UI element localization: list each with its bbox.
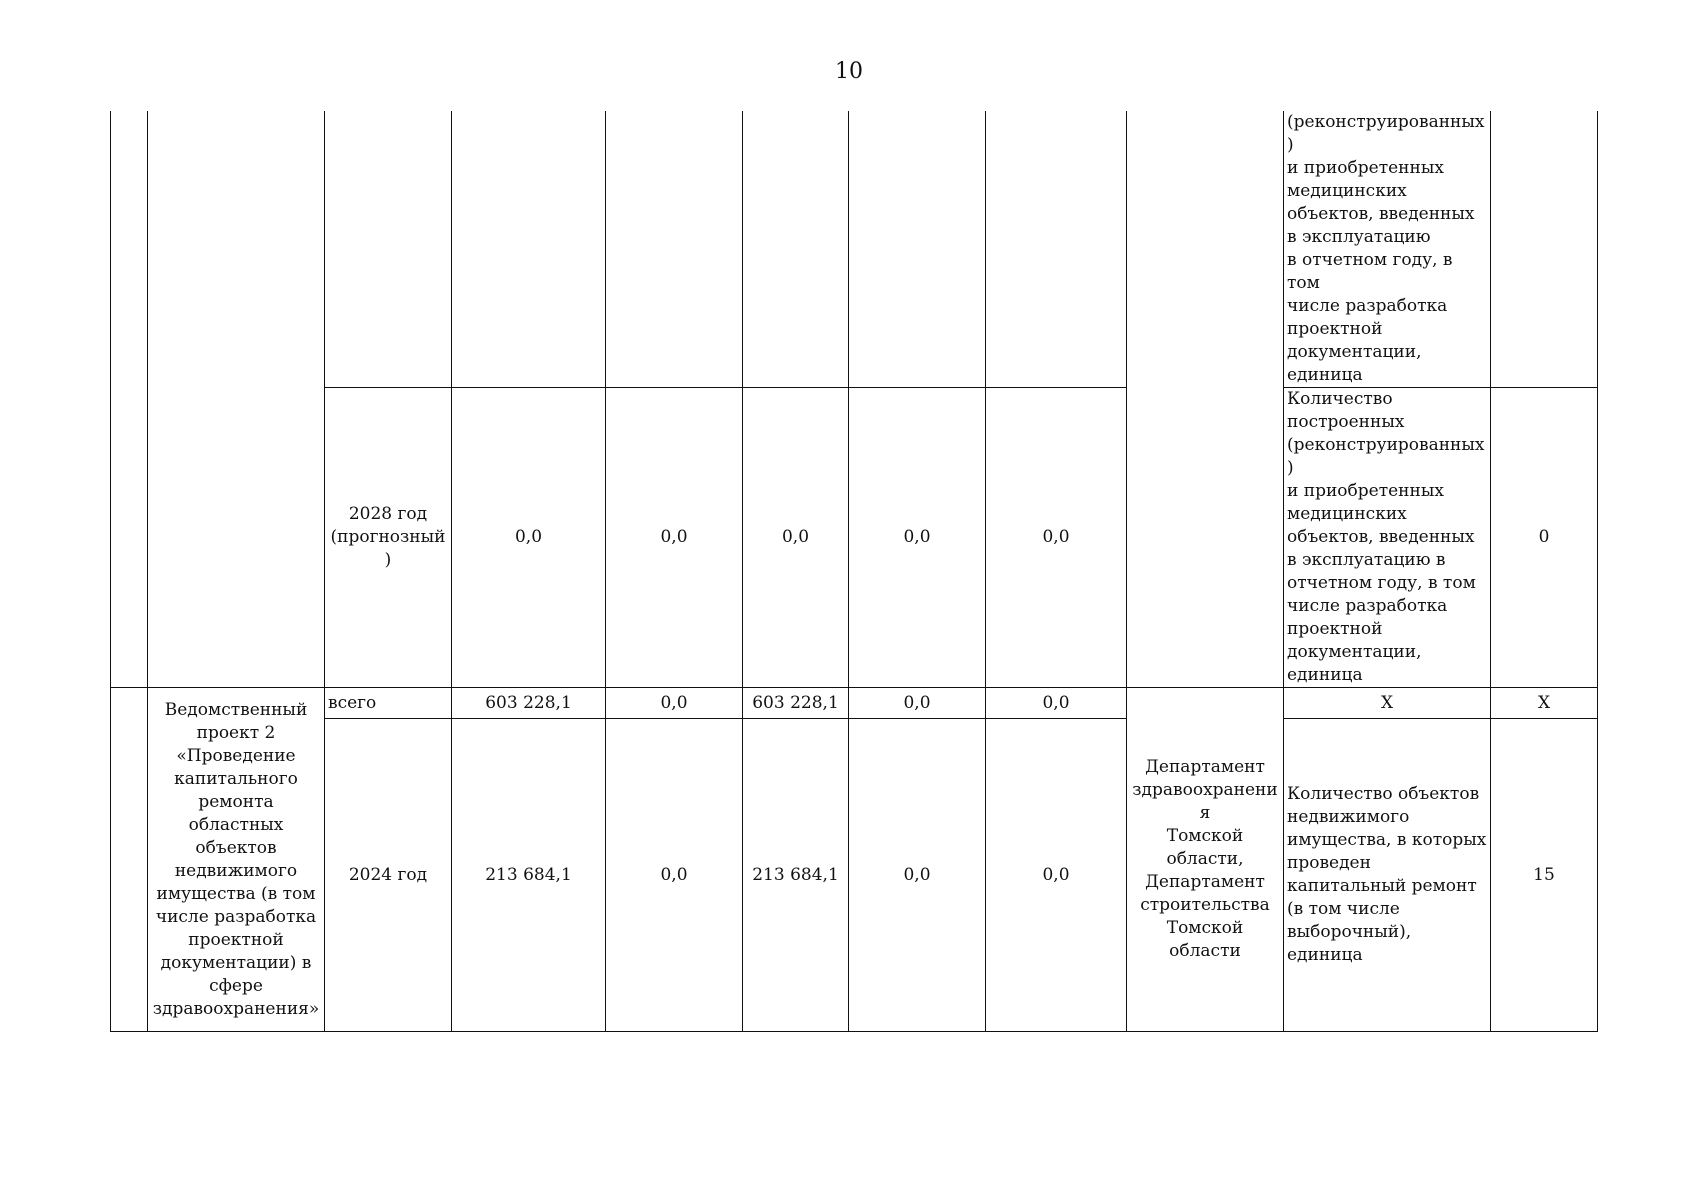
indicator-text: Количество объектов недвижимого имущества, в которых проведен капитальный ремонт (в том числе выборочный), единица [1287,784,1487,965]
federal-budget-cell: 0,0 [606,719,743,1032]
regional-budget-cell [743,111,849,388]
period-cell: всего [325,688,452,719]
federal-budget-cell [606,111,743,388]
table-row [111,111,1598,388]
federal-budget-cell: 0,0 [606,388,743,688]
indicator-value-cell [1491,111,1598,388]
project-name-text: Ведомственный проект 2 «Проведение капитального ремонта областных объектов недвижимого имущества (в том числе разработка проектной документации) в сфере здравоохранения» [152,699,320,1019]
local-budget-cell: 0,0 [849,688,986,719]
extrabudget-cell: 0,0 [986,719,1127,1032]
local-budget-cell: 0,0 [849,388,986,688]
indicator-cell [1284,111,1491,388]
indicator-value-cell: Х [1491,688,1598,719]
extrabudget-cell [986,111,1127,388]
indicator-value-cell: 15 [1491,719,1598,1032]
responsible-text: Департамент здравоохранения Томской области, Департамент строительства Томской области [1132,757,1278,961]
responsible-cell [1127,688,1284,1032]
local-budget-cell: 0,0 [849,719,986,1032]
responsible-cell [1127,111,1284,688]
extrabudget-cell: 0,0 [986,388,1127,688]
period-cell: 2024 год [325,719,452,1032]
period-cell [325,388,452,688]
table-row [111,719,1598,1032]
indicator-cell [1284,719,1491,1032]
indicator-text: Количество построенных (реконструированных) и приобретенных медицинских объектов, введенных в эксплуатацию в отчетном году, в том числе разработка проектной документации, единица [1287,389,1485,685]
total-cell: 0,0 [452,388,606,688]
period-cell [325,111,452,388]
regional-budget-cell: 213 684,1 [743,719,849,1032]
table-row [111,388,1598,688]
program-table [110,111,1598,1032]
total-cell [452,111,606,388]
federal-budget-cell: 0,0 [606,688,743,719]
indicator-cell [1284,388,1491,688]
table-row [111,688,1598,719]
indicator-cell: Х [1284,688,1491,719]
indicator-value-cell: 0 [1491,388,1598,688]
local-budget-cell [849,111,986,388]
total-cell: 213 684,1 [452,719,606,1032]
indicator-text: (реконструированных) и приобретенных медицинских объектов, введенных в эксплуатацию в отчетном году, в том числе разработка проектной документации, единица [1287,112,1485,385]
project-name-cell [148,688,325,1032]
page-number: 10 [835,59,863,84]
total-cell: 603 228,1 [452,688,606,719]
regional-budget-cell: 603 228,1 [743,688,849,719]
row-number-cell [111,111,148,688]
row-number-cell [111,688,148,1032]
regional-budget-cell: 0,0 [743,388,849,688]
period-text: 2028 год (прогнозный) [330,504,446,570]
extrabudget-cell: 0,0 [986,688,1127,719]
project-name-cell [148,111,325,688]
